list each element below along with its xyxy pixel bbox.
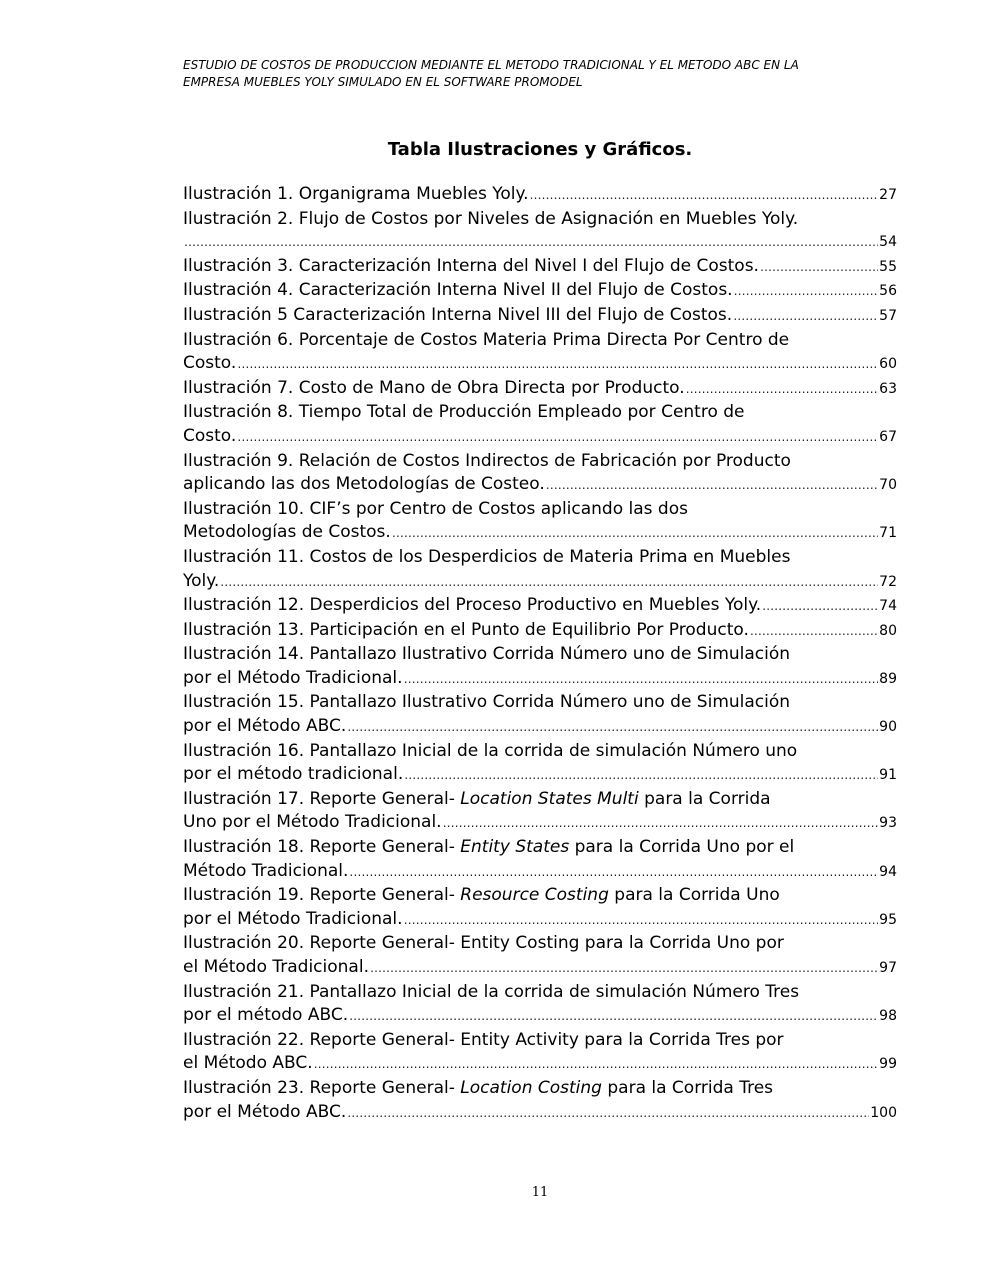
- toc-page-number: 91: [879, 767, 897, 784]
- toc-entry-text: Ilustración 3. Caracterización Interna del Nivel I del Flujo de Costos.: [183, 255, 759, 276]
- dot-leader: [404, 764, 878, 788]
- toc-entry-text: por el método tradicional.: [183, 764, 404, 785]
- toc-entry-text: Ilustración 1. Organigrama Muebles Yoly.: [183, 184, 529, 204]
- toc-entry[interactable]: [183, 691, 897, 739]
- running-header: [183, 57, 883, 91]
- toc-entry-text: Ilustración 21. Pantallazo Inicial de la corrida de simulación Número Tres: [183, 981, 800, 1002]
- toc-entry-text: Ilustración 9. Relación de Costos Indirectos de Fabricación por Producto: [183, 450, 791, 471]
- toc-page-number: 70: [879, 477, 897, 494]
- toc-entry-text: Método Tradicional.: [183, 860, 349, 881]
- dot-leader: [347, 716, 878, 740]
- dot-leader: [220, 571, 878, 595]
- toc-entry-text: Ilustración 18. Reporte General-: [183, 837, 461, 858]
- toc-entry-text: Ilustración 4. Caracterización Interna Nivel II del Flujo de Costos.: [183, 280, 733, 301]
- toc-page-number: 90: [879, 719, 897, 736]
- dot-leader: [530, 184, 879, 208]
- dot-leader: [546, 474, 878, 498]
- dot-leader: [733, 305, 878, 329]
- toc-entry-text: Ilustración 6. Porcentaje de Costos Materia Prima Directa Por Centro de: [183, 329, 790, 350]
- toc-entry[interactable]: [183, 450, 897, 498]
- toc-entry-text: Uno por el Método Tradicional.: [183, 812, 442, 833]
- toc-entry-italic-text: Entity States: [460, 837, 570, 858]
- toc-page-number: 27: [879, 187, 897, 203]
- toc-entry[interactable]: [183, 546, 897, 594]
- toc-entry-italic-text: Location Costing: [460, 1077, 602, 1098]
- toc-entry[interactable]: [183, 1077, 897, 1125]
- toc-entry-text: Ilustración 5 Caracterización Interna Nivel III del Flujo de Costos.: [183, 304, 733, 325]
- toc-page-number: 55: [879, 258, 897, 275]
- toc-entry[interactable]: [183, 377, 897, 402]
- dot-leader: [184, 231, 878, 255]
- toc-page-number: 74: [879, 598, 897, 615]
- toc-entry[interactable]: [183, 183, 897, 208]
- toc-entry-text: Ilustración 17. Reporte General-: [183, 788, 461, 809]
- dot-leader: [237, 353, 878, 377]
- toc-page-number: 94: [879, 863, 897, 880]
- toc-entry[interactable]: [183, 643, 897, 691]
- toc-page-number: 80: [879, 622, 897, 639]
- toc-entry-text: para la Corrida Uno: [608, 885, 780, 906]
- toc-entry[interactable]: [183, 932, 897, 980]
- toc-entry-text: Ilustración 16. Pantallazo Inicial de la corrida de simulación Número uno: [183, 740, 798, 761]
- dot-leader: [314, 1053, 879, 1077]
- toc-entry-text: por el Método Tradicional.: [183, 908, 403, 929]
- toc-page-number: 63: [879, 380, 897, 397]
- toc-entry-text: Ilustración 11. Costos de los Desperdicios de Materia Prima en Muebles: [183, 546, 791, 567]
- page-title: Tabla Ilustraciones y Gráficos.: [387, 139, 693, 160]
- toc-entry[interactable]: [183, 279, 897, 304]
- dot-leader: [349, 1005, 878, 1029]
- toc-entry-text: Ilustración 10. CIF’s por Centro de Costos aplicando las dos: [183, 498, 688, 519]
- dot-leader: [237, 426, 878, 450]
- toc-entry[interactable]: [183, 594, 897, 619]
- toc-page-number: 60: [879, 356, 897, 373]
- toc-page-number: 67: [879, 428, 897, 445]
- dot-leader: [404, 909, 879, 933]
- toc-entry-italic-text: Resource Costing: [460, 885, 609, 906]
- toc-page-number: 98: [879, 1008, 897, 1025]
- toc-page-number: 72: [879, 573, 897, 590]
- toc-entry-text: Yoly.: [183, 570, 220, 591]
- toc-entry[interactable]: [183, 619, 897, 644]
- toc-entry[interactable]: [183, 884, 897, 932]
- toc-entry[interactable]: [183, 788, 897, 836]
- toc-entry-text: por el Método Tradicional.: [183, 667, 403, 688]
- toc-entry-text: por el método ABC.: [183, 1005, 349, 1026]
- dot-leader: [686, 378, 879, 402]
- toc-page-number: 57: [879, 307, 897, 324]
- toc-entry[interactable]: [183, 255, 897, 280]
- toc-entry-text: Ilustración 8. Tiempo Total de Producción Empleado por Centro de: [183, 402, 745, 423]
- toc-entry-text: Metodologías de Costos.: [183, 522, 391, 543]
- toc-entry-text: para la Corrida Tres: [601, 1077, 774, 1098]
- toc-entry[interactable]: [183, 981, 897, 1029]
- toc-entry-text: Ilustración 20. Reporte General- Entity Costing para la Corrida Uno por: [183, 933, 784, 954]
- toc-entry-text: aplicando las dos Metodologías de Costeo.: [183, 474, 545, 495]
- toc-entry-text: Ilustración 14. Pantallazo Ilustrativo Corrida Número uno de Simulación: [183, 644, 791, 665]
- toc-entry-text: para la Corrida Uno por el: [569, 837, 795, 858]
- toc-page-number: 99: [879, 1056, 897, 1073]
- toc-page-number: 97: [879, 960, 897, 976]
- toc-page-number: 93: [879, 815, 897, 832]
- dot-leader: [404, 668, 879, 692]
- toc-entry[interactable]: [183, 401, 897, 449]
- toc-entry-text: Ilustración 13. Participación en el Punto de Equilibrio Por Producto.: [183, 619, 749, 640]
- dot-leader: [370, 957, 878, 981]
- page-number: 11: [531, 1185, 549, 1200]
- toc-entry[interactable]: [183, 329, 897, 377]
- toc-entry-text: el Método Tradicional.: [183, 957, 369, 977]
- toc-entry[interactable]: [183, 1029, 897, 1077]
- header-line-2: EMPRESA MUEBLES YOLY SIMULADO EN EL SOFTWARE PROMODEL: [183, 75, 583, 89]
- toc-entry-text: Costo.: [183, 353, 237, 374]
- toc-entry-text: Ilustración 23. Reporte General-: [183, 1077, 461, 1098]
- toc-page-number: 95: [879, 911, 897, 928]
- toc-entry-text: Ilustración 19. Reporte General-: [183, 885, 461, 906]
- toc-entry[interactable]: [183, 208, 897, 255]
- toc-page-number: 54: [879, 234, 897, 251]
- dot-leader: [392, 522, 878, 546]
- dot-leader: [347, 1102, 869, 1126]
- dot-leader: [750, 620, 878, 644]
- toc-entry-text: Ilustración 7. Costo de Mano de Obra Directa por Producto.: [183, 377, 685, 398]
- dot-leader: [443, 812, 879, 836]
- toc-entry-text: Costo.: [183, 425, 237, 446]
- dot-leader: [349, 861, 878, 885]
- dot-leader: [734, 280, 879, 304]
- toc-entry-text: Ilustración 12. Desperdicios del Proceso Productivo en Muebles Yoly.: [183, 595, 762, 616]
- toc-entry-text: Ilustración 22. Reporte General- Entity Activity para la Corrida Tres por: [183, 1029, 784, 1050]
- header-line-1: ESTUDIO DE COSTOS DE PRODUCCION MEDIANTE EL METODO TRADICIONAL Y EL METODO ABC EN LA: [183, 58, 799, 72]
- toc-page-number: 89: [879, 670, 897, 687]
- illustrations-toc: [183, 183, 897, 1125]
- toc-entry[interactable]: [183, 498, 897, 546]
- toc-entry[interactable]: [183, 304, 897, 329]
- toc-entry-italic-text: Location States Multi: [460, 788, 639, 809]
- toc-entry[interactable]: [183, 836, 897, 884]
- toc-entry-text: por el Método ABC.: [183, 716, 347, 737]
- toc-page-number: 56: [879, 283, 897, 300]
- toc-entry-text: el Método ABC.: [183, 1053, 313, 1074]
- toc-entry[interactable]: [183, 740, 897, 788]
- dot-leader: [760, 256, 878, 280]
- dot-leader: [762, 595, 878, 619]
- toc-entry-text: por el Método ABC.: [183, 1101, 347, 1122]
- toc-page-number: 100: [870, 1104, 897, 1121]
- toc-page-number: 71: [879, 525, 897, 542]
- toc-entry-text: para la Corrida: [638, 788, 771, 809]
- toc-entry-text: Ilustración 2. Flujo de Costos por Niveles de Asignación en Muebles Yoly.: [183, 208, 799, 229]
- toc-entry-text: Ilustración 15. Pantallazo Ilustrativo Corrida Número uno de Simulación: [183, 692, 791, 713]
